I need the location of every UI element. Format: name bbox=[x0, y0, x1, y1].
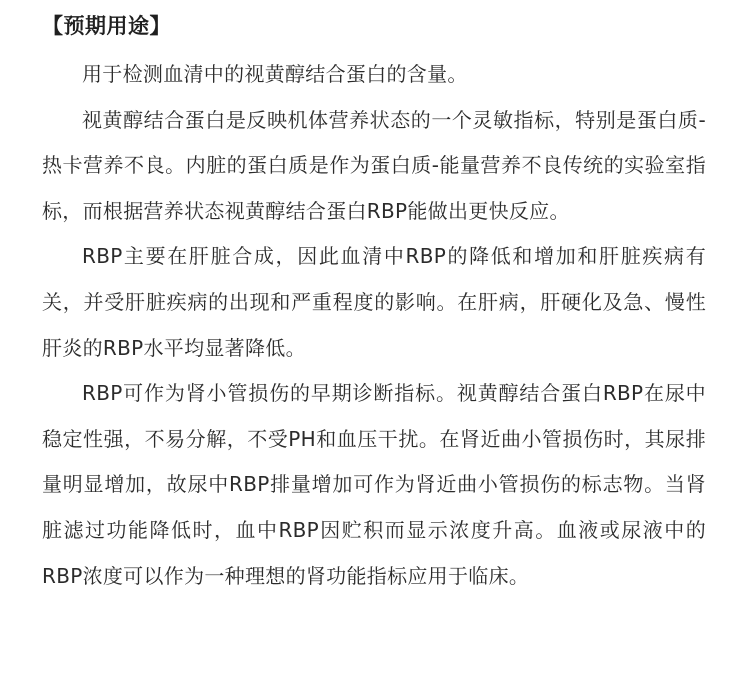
paragraph-renal-tubule: RBP可作为肾小管损伤的早期诊断指标。视黄醇结合蛋白RBP在尿中稳定性强，不易分解，不受PH和血压干扰。在肾近曲小管损伤时，其尿排量明显增加，故尿中RBP排量增加可作为肾近曲小管损伤的标志物。当肾脏滤过功能降低时，血中RBP因贮积而显示浓度升高。血液或尿液中的RBP浓度可以作为一种理想的肾功能指标应用于临床。 bbox=[42, 381, 706, 588]
paragraph-liver-disease: RBP主要在肝脏合成，因此血清中RBP的降低和增加和肝脏疾病有关，并受肝脏疾病的出现和严重程度的影响。在肝病，肝硬化及急、慢性肝炎的RBP水平均显著降低。 bbox=[42, 244, 706, 360]
paragraph-intended-use: 用于检测血清中的视黄醇结合蛋白的含量。 bbox=[82, 62, 468, 86]
section-heading: 【预期用途】 bbox=[42, 14, 171, 38]
paragraph-nutrition-indicator: 视黄醇结合蛋白是反映机体营养状态的一个灵敏指标，特别是蛋白质-热卡营养不良。内脏的蛋白质是作为蛋白质-能量营养不良传统的实验室指标，而根据营养状态视黄醇结合蛋白RBP能做出更快反应。 bbox=[42, 107, 706, 223]
